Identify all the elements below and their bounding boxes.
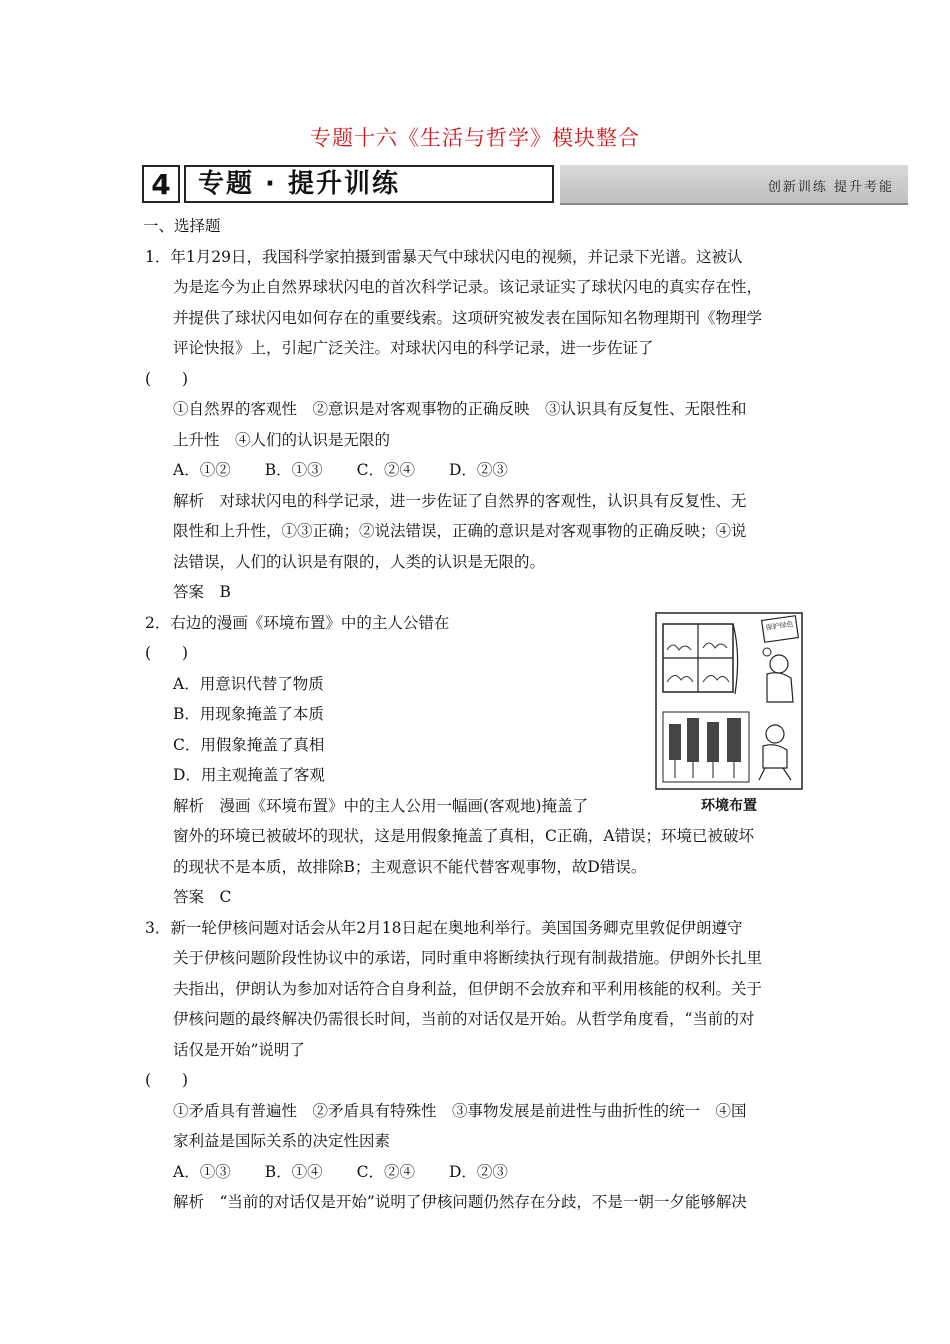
cartoon-caption: 环境布置 bbox=[701, 798, 757, 814]
q3-line: 关于伊核问题阶段性协议中的承诺，同时重申将断续执行现有制裁措施。伊朗外长扎里 bbox=[173, 949, 763, 967]
q3-option-b: B．①④ bbox=[264, 1162, 323, 1181]
q3-option-a: A．①③ bbox=[173, 1162, 231, 1181]
q1-analysis: 限性和上升性，①③正确；②说法错误，正确的意识是对客观事物的正确反映；④说 bbox=[173, 522, 747, 540]
q1-option-a: A．①② bbox=[173, 461, 231, 479]
q1-option-d: D．②③ bbox=[448, 461, 508, 479]
q2-analysis: 窗外的环境已被破坏的现状，这是用假象掩盖了真相，C正确，A错误；环境已被破坏 bbox=[173, 827, 755, 845]
section-banner bbox=[142, 165, 908, 205]
q2-analysis: 解析 漫画《环境布置》中的主人公用一幅画(客观地)掩盖了 bbox=[173, 796, 589, 815]
q2-answer: 答案 C bbox=[173, 888, 232, 906]
q2-option-d: D．用主观掩盖了客观 bbox=[173, 766, 325, 784]
cartoon-sign: 保护绿色 bbox=[765, 620, 795, 632]
q3-options bbox=[145, 1157, 810, 1188]
q2-paren: ( ) bbox=[145, 644, 189, 662]
q3-line: 话仅是开始”说明了 bbox=[173, 1040, 305, 1059]
section-heading: 一、选择题 bbox=[143, 217, 221, 235]
cartoon-illustration bbox=[655, 612, 803, 790]
q1-analysis: 法错误，人们的认识是有限的，人类的认识是无限的。 bbox=[173, 552, 546, 571]
q3-item: 家利益是国际关系的决定性因素 bbox=[173, 1132, 391, 1150]
q1-item: 上升性 ④人们的认识是无限的 bbox=[173, 430, 391, 449]
q2-stem: 2．右边的漫画《环境布置》中的主人公错在 bbox=[145, 613, 450, 632]
banner-name: 专题 · 提升训练 bbox=[184, 165, 554, 203]
q1-options bbox=[145, 455, 810, 486]
q3-option-c: C．②④ bbox=[356, 1162, 415, 1181]
q3-line: 夫指出，伊朗认为参加对话符合自身利益，但伊朗不会放弃和平利用核能的权利。关于 bbox=[173, 979, 763, 998]
q3-analysis: 解析 “当前的对话仅是开始”说明了伊核问题仍然存在分歧，不是一朝一夕能够解决 bbox=[173, 1193, 747, 1211]
banner-number: 4 bbox=[142, 165, 180, 203]
banner-bar bbox=[560, 165, 908, 205]
q1-option-b: B．①③ bbox=[264, 461, 323, 479]
q2-analysis: 的现状不是本质，故排除B；主观意识不能代替客观事物，故D错误。 bbox=[173, 857, 647, 876]
q1-line: 并提供了球状闪电如何存在的重要线索。这项研究被发表在国际知名物理期刊《物理学 bbox=[173, 308, 763, 327]
q1-line: 为是迄今为止自然界球状闪电的首次科学记录。该记录证实了球状闪电的真实存在性， bbox=[173, 278, 763, 296]
q2-option-a: A．用意识代替了物质 bbox=[173, 674, 324, 693]
q3-line: 伊核问题的最终解决仍需很长时间，当前的对话仅是开始。从哲学角度看，“当前的对 bbox=[173, 1010, 755, 1028]
q1-item: ①自然界的客观性 ②意识是对客观事物的正确反映 ③认识具有反复性、无限性和 bbox=[173, 400, 747, 418]
q2-option-c: C．用假象掩盖了真相 bbox=[173, 735, 325, 754]
q1-line: 1．年1月29日，我国科学家拍摄到雷暴天气中球状闪电的视频，并记录下光谱。这被认 bbox=[145, 247, 743, 266]
q3-option-d: D．②③ bbox=[448, 1162, 508, 1181]
q1-answer: 答案 B bbox=[173, 583, 231, 601]
q3-item: ①矛盾具有普遍性 ②矛盾具有特殊性 ③事物发展是前进性与曲折性的统一 ④国 bbox=[173, 1101, 747, 1120]
q1-paren: ( ) bbox=[145, 369, 189, 388]
q2-option-b: B．用现象掩盖了本质 bbox=[173, 705, 324, 723]
q3-line: 3．新一轮伊核问题对话会从年2月18日起在奥地利举行。美国国务卿克里敦促伊朗遵守 bbox=[145, 918, 743, 937]
banner-slogan: 创新训练 提升考能 bbox=[767, 180, 894, 195]
page-title: 专题十六《生活与哲学》模块整合 bbox=[310, 126, 640, 150]
q1-line: 评论快报》上，引起广泛关注。对球状闪电的科学记录，进一步佐证了 bbox=[173, 339, 654, 357]
q3-paren: ( ) bbox=[145, 1071, 189, 1089]
q1-option-c: C．②④ bbox=[356, 461, 415, 479]
q1-analysis: 解析 对球状闪电的科学记录，进一步佐证了自然界的客观性，认识具有反复性、无 bbox=[173, 491, 747, 510]
